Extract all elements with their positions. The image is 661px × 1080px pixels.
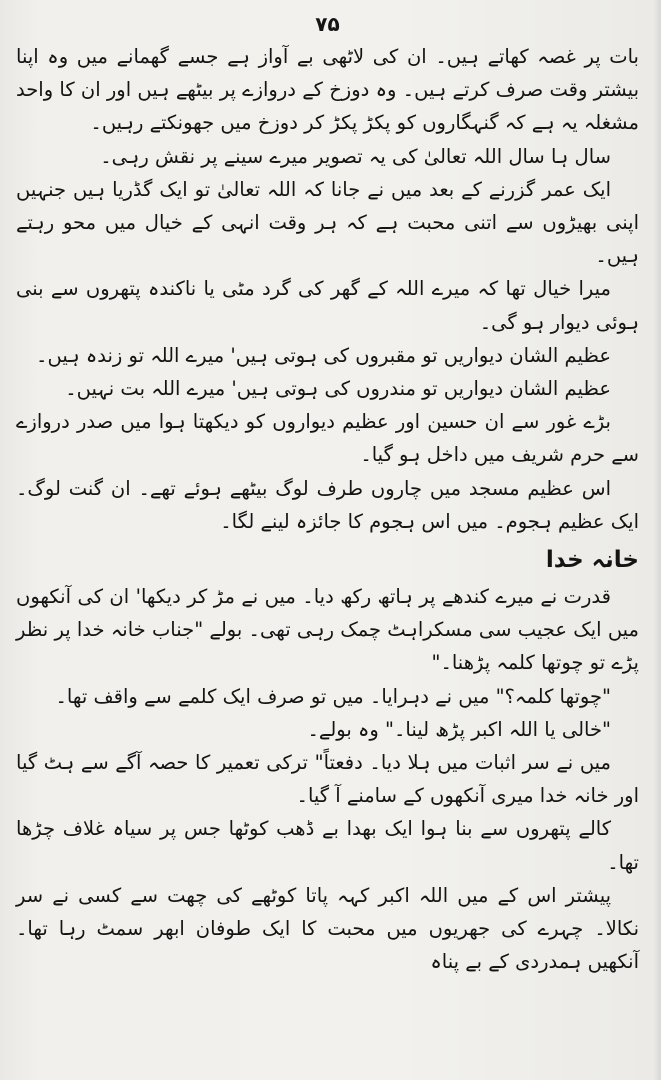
paragraph: سال ہا سال اللہ تعالیٰ کی یہ تصویر میرے سینے پر نقش رہی۔ [100, 144, 611, 168]
paragraph: "چوتھا کلمہ؟" میں نے دہرایا۔ میں تو صرف ایک کلمے سے واقف تھا۔ [55, 684, 611, 708]
binding-shadow [653, 0, 661, 1080]
page-number: ۷۵ [315, 12, 340, 36]
paragraph: بات پر غصہ کھاتے ہیں۔ ان کی لاٹھی بے آواز ہے جسے گھمانے میں وہ اپنا بیشتر وقت صرف کرتے ہیں۔ وہ دوزخ کے دروازے پر بیٹھے ہیں اور ان کا واحد مشغلہ یہ ہے کہ گنہگاروں کو پکڑ پکڑ کر دوزخ میں جھونکتے رہیں۔ [16, 45, 639, 135]
paragraph: عظیم الشان دیواریں تو مندروں کی ہوتی ہیں' میرے اللہ بت نہیں۔ [65, 377, 611, 401]
paragraph: ایک عمر گزرنے کے بعد میں نے جانا کہ اللہ تعالیٰ تو ایک گڈریا ہیں جنہیں اپنی بھیڑوں سے اتنی محبت ہے کہ ہر وقت انہی کے خیال میں محو رہتے ہیں۔ [16, 177, 639, 268]
paragraph: اس عظیم مسجد میں چاروں طرف لوگ بیٹھے ہوئے تھے۔ ان گنت لوگ۔ ایک عظیم ہجوم۔ میں اس ہجوم کا جائزہ لینے لگا۔ [16, 476, 639, 533]
paragraph: عظیم الشان دیواریں تو مقبروں کی ہوتی ہیں' میرے اللہ تو زندہ ہیں۔ [36, 343, 611, 367]
paragraph: میں نے سر اثبات میں ہلا دیا۔ دفعتاً" ترکی تعمیر کا حصہ آگے سے ہٹ گیا اور خانہ خدا میری آنکھوں کے سامنے آ گیا۔ [16, 751, 639, 808]
paragraph: میرا خیال تھا کہ میرے اللہ کے گھر کی گرد مٹی یا ناکندہ پتھروں سے بنی ہوئی دیوار ہو گی۔ [16, 277, 639, 334]
paragraph: "خالی یا اللہ اکبر پڑھ لینا۔" وہ بولے۔ [307, 717, 611, 741]
paragraph: بڑے غور سے ان حسین اور عظیم دیواروں کو دیکھتا ہوا میں صدر دروازے سے حرم شریف میں داخل ہو گیا۔ [16, 410, 639, 467]
paragraph: پیشتر اس کے میں اللہ اکبر کہہ پاتا کوٹھے کی چھت سے کسی نے سر نکالا۔ چہرے کی جھریوں میں محبت کا ایک طوفان ابھر سمٹ رہا تھا۔ آنکھیں ہمدردی کے بے پناہ [16, 883, 639, 974]
paragraph: کالے پتھروں سے بنا ہوا ایک بھدا بے ڈھب کوٹھا جس پر سیاہ غلاف چڑھا تھا۔ [16, 817, 639, 874]
paragraph: قدرت نے میرے کندھے پر ہاتھ رکھ دیا۔ میں نے مڑ کر دیکھا' ان کی آنکھوں میں ایک عجیب سی مسکراہٹ چمک رہی تھی۔ بولے "جناب خانہ خدا پر نظر پڑے تو چوتھا کلمہ پڑھنا۔" [16, 585, 639, 675]
section-heading: خانہ خدا [545, 547, 639, 574]
page-body [16, 40, 639, 978]
